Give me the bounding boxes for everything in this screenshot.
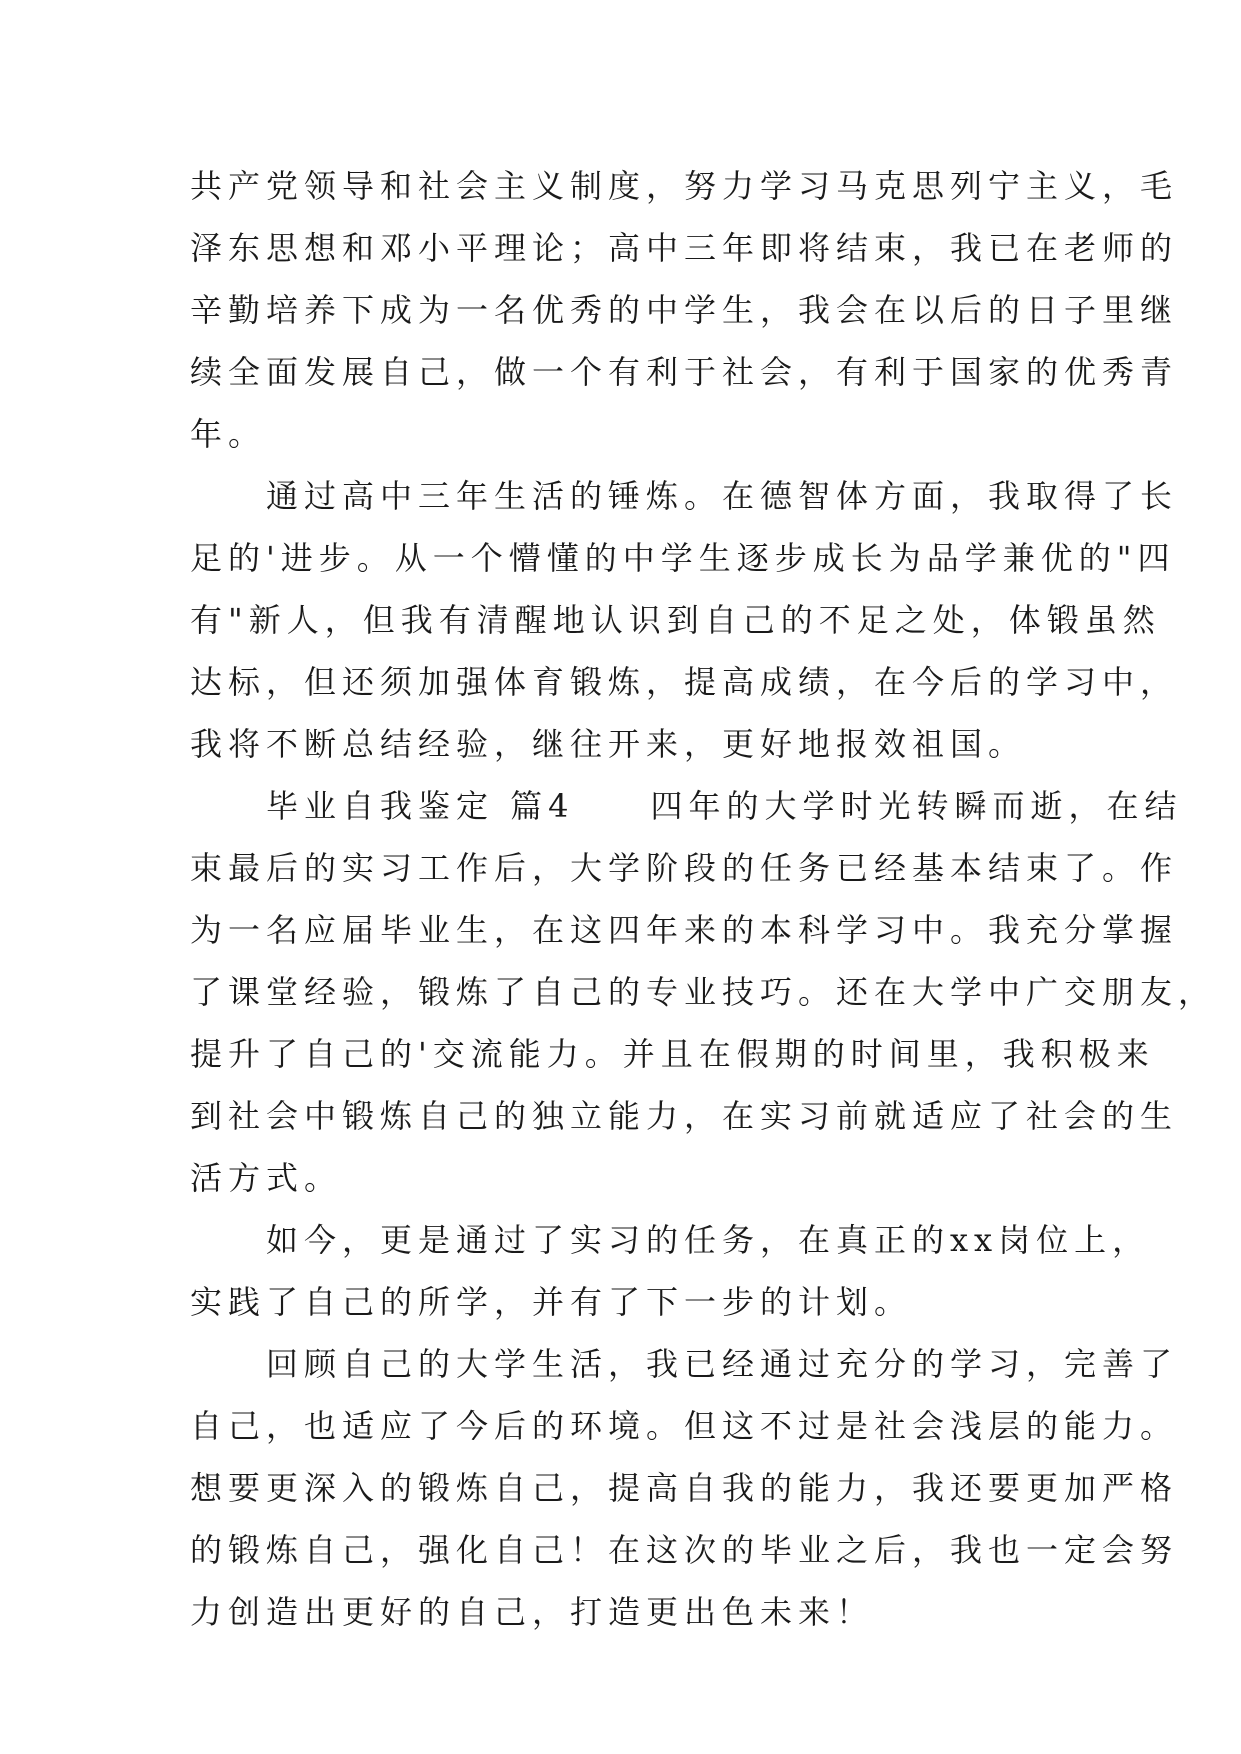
text-line: 达标，但还须加强体育锻炼，提高成绩，在今后的学习中， <box>190 663 1179 701</box>
text-line: 如今，更是通过了实习的任务，在真正的xx岗位上， <box>190 1221 1151 1259</box>
text-line: 束最后的实习工作后，大学阶段的任务已经基本结束了。作 <box>190 849 1179 887</box>
paragraph-4 <box>190 1209 1151 1333</box>
text-line: 力创造出更好的自己，打造更出色未来！ <box>190 1593 875 1631</box>
text-line: 了课堂经验，锻炼了自己的专业技巧。还在大学中广交朋友， <box>190 973 1217 1011</box>
text-line: 为一名应届毕业生，在这四年来的本科学习中。我充分掌握 <box>190 911 1179 949</box>
text-line: 年。 <box>190 415 267 453</box>
text-line: 回顾自己的大学生活，我已经通过充分的学习，完善了 <box>190 1345 1179 1383</box>
text-line: 泽东思想和邓小平理论；高中三年即将结束，我已在老师的 <box>190 229 1179 267</box>
text-line: 通过高中三年生活的锤炼。在德智体方面，我取得了长 <box>190 477 1179 515</box>
paragraph-2 <box>190 465 1179 775</box>
text-line: 实践了自己的所学，并有了下一步的计划。 <box>190 1283 913 1321</box>
document-body <box>190 155 1217 1643</box>
text-line: 的锻炼自己，强化自己！在这次的毕业之后，我也一定会努 <box>190 1531 1179 1569</box>
text-line: 毕业自我鉴定 篇4 四年的大学时光转瞬而逝，在结 <box>190 787 1183 825</box>
text-line: 自己，也适应了今后的环境。但这不过是社会浅层的能力。 <box>190 1407 1179 1445</box>
paragraph-5 <box>190 1333 1179 1643</box>
text-line: 活方式。 <box>190 1159 343 1197</box>
text-line: 到社会中锻炼自己的独立能力，在实习前就适应了社会的生 <box>190 1097 1179 1135</box>
paragraph-1 <box>190 155 1179 465</box>
text-line: 有"新人，但我有清醒地认识到自己的不足之处，体锻虽然 <box>190 601 1161 639</box>
text-line: 辛勤培养下成为一名优秀的中学生，我会在以后的日子里继 <box>190 291 1179 329</box>
text-line: 续全面发展自己，做一个有利于社会，有利于国家的优秀青 <box>190 353 1179 391</box>
text-line: 共产党领导和社会主义制度，努力学习马克思列宁主义，毛 <box>190 167 1179 205</box>
text-line: 我将不断总结经验，继往开来，更好地报效祖国。 <box>190 725 1027 763</box>
paragraph-3 <box>190 775 1217 1209</box>
text-line: 想要更深入的锻炼自己，提高自我的能力，我还要更加严格 <box>190 1469 1179 1507</box>
text-line: 足的'进步。从一个懵懂的中学生逐步成长为品学兼优的"四 <box>190 539 1176 577</box>
text-line: 提升了自己的'交流能力。并且在假期的时间里，我积极来 <box>190 1035 1155 1073</box>
